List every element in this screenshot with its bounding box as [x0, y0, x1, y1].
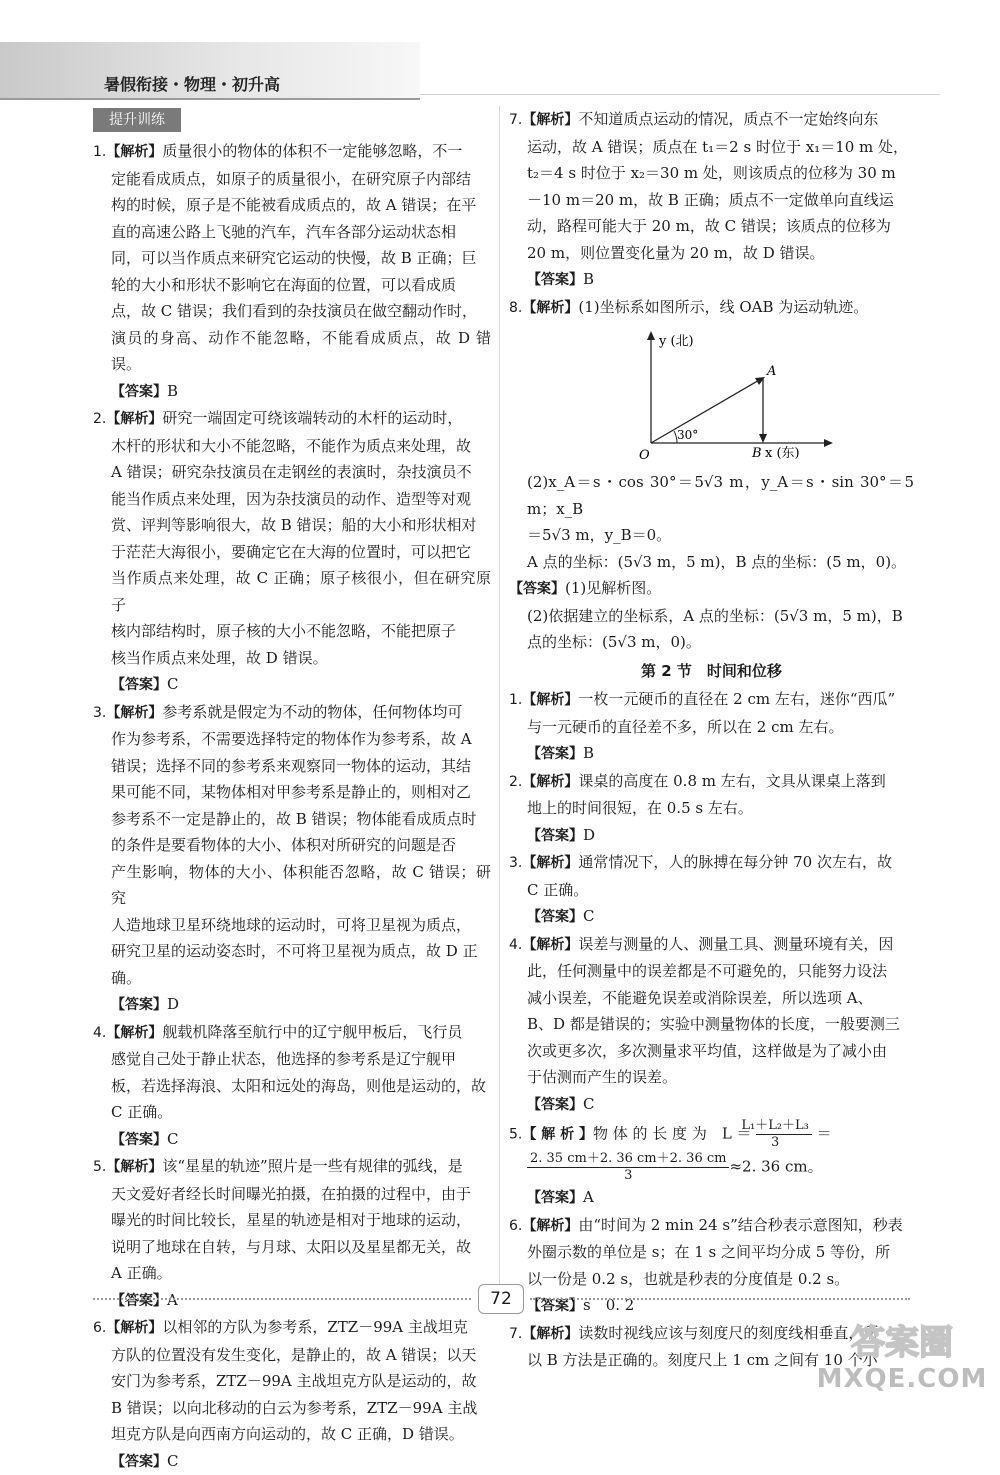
answer-line: [509, 575, 914, 603]
item-number: 4.: [93, 1025, 106, 1041]
item-first-line: [509, 1212, 914, 1240]
path-oa: [651, 379, 761, 443]
fraction-denominator: 3: [756, 1135, 812, 1151]
item-text: A 正确。: [93, 1260, 491, 1287]
item-text: 质量很小的物体的体积不一定能够忽略，不一: [162, 142, 462, 160]
coordinate-figure: [509, 327, 914, 463]
watermark-logo-text: 答案圈: [851, 1323, 953, 1363]
answer-tag: 【答案】: [527, 1097, 583, 1113]
answer-tag: 【答案】: [111, 1293, 167, 1309]
r-item8: [509, 294, 914, 656]
item-text: 此，任何测量中的误差都是不可避免的，只能努力设法: [509, 958, 914, 985]
item-text: C 正确。: [93, 1099, 491, 1126]
analysis-tag: 【解析】: [106, 144, 162, 160]
item-text: 舰载机降落至航行中的辽宁舰甲板后，飞行员: [162, 1023, 462, 1041]
item-text: 不知道质点运动的情况，质点不一定始终向东: [578, 110, 878, 128]
item-text: 地上的时间很短，在 0.5 s 左右。: [509, 795, 914, 822]
right-items: [509, 686, 914, 1118]
answer-text: A: [583, 1188, 594, 1206]
answer-text: C: [167, 1452, 178, 1470]
r2-item5: [509, 1118, 914, 1212]
watermark-logo: [822, 1318, 982, 1364]
item-text: 演员的身高、动作不能忽略，不能看成质点，故 D 错误。: [93, 325, 491, 378]
item-text: 能当作质点来处理，因为杂技演员的动作、造型等对观: [93, 486, 491, 513]
item-text: －10 m＝20 m，故 B 正确；质点不一定做单向直线运: [509, 187, 914, 214]
answer-line: [509, 903, 914, 931]
item-text: 坦克方队是向西南方向运动的，故 C 正确，D 错误。: [93, 1421, 491, 1448]
coordinate-diagram: [509, 327, 914, 463]
item-text: 运动，故 A 错误；质点在 t₁＝2 s 时位于 x₁＝10 m 处，: [509, 134, 914, 161]
answer-tag: 【答案】: [527, 272, 583, 288]
item-text: 轮的大小和形状不影响它在海面的位置，可以看成质: [93, 272, 491, 299]
analysis-tag: 【解析】: [522, 112, 578, 128]
page-number: 72: [478, 1284, 524, 1314]
item-text: B、D 都是错误的；实验中测量物体的长度，一般要测三: [509, 1011, 914, 1038]
r-item8-after: [509, 469, 914, 575]
item-first-line: [509, 849, 914, 877]
item-text: 直的高速公路上飞驰的汽车，汽车各部分运动状态相: [93, 219, 491, 246]
answer-tag: 【答案】: [111, 677, 167, 693]
item-text: 构的时候，原子是不能被看成质点的，故 A 错误；在平: [93, 192, 491, 219]
item-first-line: [93, 1153, 491, 1181]
y-axis-label: y (北): [658, 334, 694, 349]
item-text: 通常情况下，人的脉搏在每分钟 70 次左右，故: [578, 853, 892, 871]
answer-line: [93, 1287, 491, 1315]
item-text: 课桌的高度在 0.8 m 左右，文具从课桌上落到: [578, 772, 885, 790]
item-number: 5.: [509, 1127, 522, 1143]
item-text: 定能看成质点，如原子的质量很小，在研究原子内部结: [93, 166, 491, 193]
analysis-tag: 【解析】: [522, 855, 578, 871]
footer-rule-left: [93, 1298, 471, 1300]
right-item: [509, 849, 914, 931]
item-text: (2)x_A＝s・cos 30°＝5√3 m，y_A＝s・sin 30°＝5 m；x_B: [509, 469, 914, 522]
right-item: [509, 1212, 914, 1320]
path-ab-arrow: [759, 434, 767, 443]
fraction-denominator: 3: [527, 1168, 729, 1184]
answer-text: C: [583, 1095, 594, 1113]
answer-line: [93, 378, 491, 406]
item-text: 核当作质点来处理，故 D 错误。: [93, 645, 491, 672]
item-first-line: [93, 699, 491, 727]
left-item: [93, 138, 491, 405]
answer-text: 点的坐标：(5√3 m，0)。: [509, 629, 914, 656]
right-column: [509, 106, 914, 1374]
answer-text: B: [583, 270, 594, 288]
item-first-line: [93, 1019, 491, 1047]
item-text: 研究卫星的运动姿态时，不可将卫星视为质点，故 D 正: [93, 938, 491, 965]
point-b-label: B: [751, 446, 762, 461]
header-rule: [420, 94, 940, 95]
item-number: 7.: [509, 1326, 522, 1342]
item-text: 以一份是 0.2 s，也就是秒表的分度值是 0.2 s。: [509, 1266, 914, 1293]
r2-item6: [509, 1212, 914, 1320]
analysis-tag: 【解析】: [106, 411, 162, 427]
answer-tag: 【答案】: [527, 828, 583, 844]
item-text: 安门为参考系，ZTZ－99A 主战坦克方队是运动的，故: [93, 1368, 491, 1395]
item-number: 8.: [509, 300, 522, 316]
answer-line: [509, 1184, 914, 1212]
item-number: 2.: [509, 774, 522, 790]
right-item: [509, 931, 914, 1119]
item-first-line: [93, 405, 491, 433]
answer-text: C: [583, 907, 594, 925]
item-text: 方队的位置没有发生变化，是静止的，故 A 错误；以天: [93, 1342, 491, 1369]
item-text: 动，路程可能大于 20 m，故 C 错误；该质点的位移为: [509, 213, 914, 240]
item-first-line: [509, 931, 914, 959]
fraction-numerator: 2. 35 cm＋2. 36 cm＋2. 36 cm: [527, 1151, 729, 1168]
left-item: [93, 1019, 491, 1154]
analysis-tag: 【解析】: [522, 1218, 578, 1234]
item-text: 一枚一元硬币的直径在 2 cm 左右，迷你“西瓜”: [578, 690, 895, 708]
item-text: C 正确。: [509, 877, 914, 904]
answer-line: [509, 822, 914, 850]
item-text: A 点的坐标：(5√3 m，5 m)，B 点的坐标：(5 m，0)。: [509, 549, 914, 576]
item-text: 参考系不一定是静止的，故 B 错误；物体能看成质点时: [93, 806, 491, 833]
item-number: 5.: [93, 1159, 106, 1175]
item-text: 以相邻的方队为参考系，ZTZ－99A 主战坦克: [162, 1318, 468, 1336]
footer-rule-right: [530, 1298, 910, 1300]
item-text: 外圈示数的单位是 s；在 1 s 之间平均分成 5 等份，所: [509, 1239, 914, 1266]
answer-line: [93, 671, 491, 699]
item-text: 人造地球卫星环绕地球的运动时，可将卫星视为质点，: [93, 912, 491, 939]
item-text: 确。: [93, 965, 491, 992]
answer-tag: 【答案】: [111, 384, 167, 400]
item-text: 作为参考系，不需要选择特定的物体作为参考系，故 A: [93, 726, 491, 753]
analysis-tag: 【解析】: [522, 692, 578, 708]
answer-line: [509, 1292, 914, 1320]
answer-line: [509, 266, 914, 294]
item-text: t₂＝4 s 时位于 x₂＝30 m 处，则该质点的位移为 30 m: [509, 160, 914, 187]
right-item: [509, 686, 914, 768]
fraction: [756, 1118, 812, 1151]
item-number: 2.: [93, 411, 106, 427]
answer-text: D: [583, 826, 595, 844]
left-item: [93, 1314, 491, 1475]
item-text: 说明了地球在自转，与月球、太阳以及星星都无关，故: [93, 1234, 491, 1261]
y-arrow: [647, 331, 655, 340]
answer-text: D: [167, 995, 179, 1013]
item-text: 板，若选择海浪、太阳和远处的海岛，则他是运动的，故: [93, 1073, 491, 1100]
item-text: 读数时视线应该与刻度尺的刻度线相垂直，所: [578, 1324, 878, 1342]
answer-line: [509, 740, 914, 768]
item-text: 20 m，则位置变化量为 20 m，故 D 错误。: [509, 240, 914, 267]
item-text: 错误；选择不同的参考系来观察同一物体的运动，其结: [93, 753, 491, 780]
left-items: [93, 138, 491, 1475]
right-item: [509, 106, 914, 294]
analysis-tag: 【解析】: [522, 937, 578, 953]
left-column: [93, 106, 491, 1475]
analysis-tag: 【解析】: [522, 300, 578, 316]
answer-tag: 【答案】: [111, 1132, 167, 1148]
item-text: 点，故 C 错误；我们看到的杂技演员在做空翻动作时，: [93, 298, 491, 325]
section-title: 第 2 节 时间和位移: [509, 658, 914, 685]
item-first-line: [509, 106, 914, 134]
item-first-line: [93, 1314, 491, 1342]
item-number: 1.: [93, 144, 106, 160]
item-text: A 错误；研究杂技演员在走钢丝的表演时，杂技演员不: [93, 459, 491, 486]
column-divider: [499, 106, 500, 1286]
item-text: ≈2. 36 cm。: [729, 1158, 822, 1176]
item-text: 果可能不同，某物体相对甲参考系是静止的，则相对乙: [93, 779, 491, 806]
item-text: ＝5√3 m，y_B＝0。: [509, 522, 914, 549]
item-number: 1.: [509, 692, 522, 708]
answer-tag: 【答案】: [111, 1454, 167, 1470]
angle-label: 30°: [677, 428, 698, 442]
item-text: 感觉自己处于静止状态，他选择的参考系是辽宁舰甲: [93, 1046, 491, 1073]
r-item7: [509, 106, 914, 294]
answer-line: [93, 1126, 491, 1154]
item-text: 木杆的形状和大小不能忽略，不能作为质点来处理，故: [93, 433, 491, 460]
item-text: 的条件是要看物体的大小、体积对所研究的问题是否: [93, 832, 491, 859]
x-axis-label: x (东): [765, 446, 800, 461]
x-arrow: [824, 439, 833, 447]
equals-sign: ＝: [817, 1125, 832, 1143]
item-text: 参考系就是假定为不动的物体，任何物体均可: [162, 703, 462, 721]
item-text: 该“星星的轨迹”照片是一些有规律的弧线，是: [162, 1157, 462, 1175]
answer-tag: 【答案】: [509, 581, 565, 597]
item-number: 3.: [93, 705, 106, 721]
item-text: (1)坐标系如图所示，线 OAB 为运动轨迹。: [578, 298, 868, 316]
item-text: 误差与测量的人、测量工具、测量环境有关，因: [578, 935, 893, 953]
analysis-tag: 【解析】: [522, 1326, 578, 1342]
book-title: 暑假衔接・物理・初升高: [104, 72, 280, 95]
item-text: 产生影响，物体的大小、体积能否忽略，故 C 错误；研究: [93, 859, 491, 912]
answer-tag: 【答案】: [111, 997, 167, 1013]
item-text: 研究一端固定可绕该端转动的木杆的运动时，: [162, 409, 462, 427]
item-text: 次或更多次，多次测量求平均值，这样做是为了减小由: [509, 1038, 914, 1065]
answer-text: A: [167, 1291, 178, 1309]
left-item: [93, 405, 491, 699]
analysis-tag: 【解析】: [106, 1025, 162, 1041]
section-tag: 提升训练: [93, 108, 181, 132]
item-text: 物 体 的 长 度 为 L ＝: [593, 1125, 752, 1143]
analysis-tag: 【解析】: [106, 705, 162, 721]
answer-line: [509, 1091, 914, 1119]
answer-text: C: [167, 675, 178, 693]
item-text: 由“时间为 2 min 24 s”结合秒表示意图知，秒表: [578, 1216, 902, 1234]
left-item: [93, 699, 491, 1019]
answer-tag: 【答案】: [527, 909, 583, 925]
watermark: [812, 1318, 992, 1398]
item-first-line: [93, 138, 491, 166]
item-text: 核内部结构时，原子核的大小不能忽略，不能把原子: [93, 618, 491, 645]
item-text: 于茫茫大海很小，要确定它在大海的位置时，可以把它: [93, 539, 491, 566]
item-first-line: [509, 768, 914, 796]
item-first-line: [509, 686, 914, 714]
origin-label: O: [639, 448, 650, 463]
item-number: 7.: [509, 112, 522, 128]
item-text: 同，可以当作质点来研究它运动的快慢，故 B 正确；巨: [93, 245, 491, 272]
item-text: 与一元硬币的直径差不多，所以在 2 cm 左右。: [509, 714, 914, 741]
fraction: [527, 1151, 729, 1184]
item-number: 6.: [93, 1320, 106, 1336]
analysis-tag: 【解析】: [106, 1320, 162, 1336]
answer-line: [93, 991, 491, 1019]
fraction-numerator: L₁＋L₂＋L₃: [756, 1118, 812, 1135]
answer-text: B: [167, 382, 178, 400]
answer-text: C: [167, 1130, 178, 1148]
item-number: 4.: [509, 937, 522, 953]
answer-tag: 【答案】: [527, 746, 583, 762]
item-number: 3.: [509, 855, 522, 871]
item-text: 以 B 方法是正确的。刻度尺上 1 cm 之间有 10 个小: [509, 1347, 914, 1374]
answer-tag: 【答案】: [527, 1190, 583, 1206]
item-number: 6.: [509, 1218, 522, 1234]
right-item: [509, 768, 914, 850]
item-text: 曝光的时间比较长，星星的轨迹是相对于地球的运动，: [93, 1207, 491, 1234]
answer-text: (2)依据建立的坐标系，A 点的坐标：(5√3 m，5 m)，B: [509, 603, 914, 630]
analysis-tag: 【 解 析 】: [522, 1127, 593, 1143]
answer-text: (1)见解析图。: [565, 579, 661, 597]
item-text: 天文爱好者经长时间曝光拍摄，在拍摄的过程中，由于: [93, 1181, 491, 1208]
answer-text: s 0. 2: [583, 1296, 634, 1314]
watermark-text: MXQE.COM: [812, 1364, 992, 1394]
left-item: [93, 1153, 491, 1314]
item-text: B 错误；以向北移动的白云为参考系，ZTZ－99A 主战: [93, 1395, 491, 1422]
analysis-tag: 【解析】: [522, 774, 578, 790]
answer-tag: 【答案】: [527, 1298, 583, 1314]
answer-line: [93, 1448, 491, 1475]
item-text: 减小误差，不能避免误差或消除误差，所以选项 A、: [509, 985, 914, 1012]
point-a-label: A: [766, 364, 776, 379]
item-text: 于估测而产生的误差。: [509, 1064, 914, 1091]
analysis-tag: 【解析】: [106, 1159, 162, 1175]
item-text: 当作质点来处理，故 C 正确；原子核很小，但在研究原子: [93, 565, 491, 618]
answer-text: B: [583, 744, 594, 762]
item-text: 赏、评判等影响很大，故 B 错误；船的大小和形状相对: [93, 512, 491, 539]
